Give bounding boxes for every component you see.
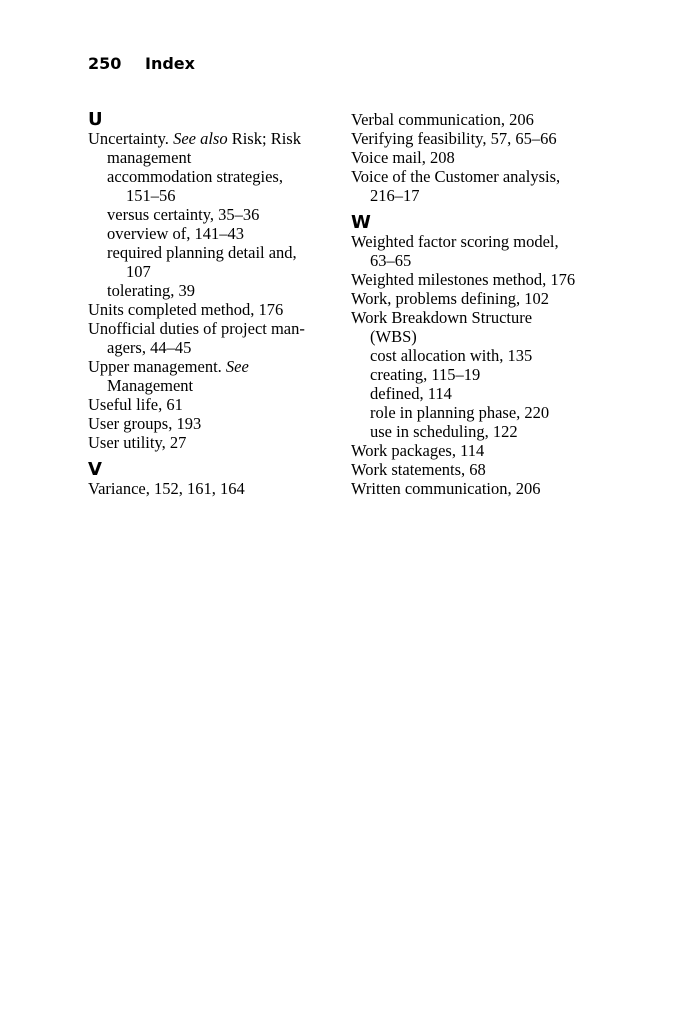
index-entry xyxy=(88,129,338,148)
index-subentry: tolerating, 39 xyxy=(107,281,195,300)
entry-text: Uncertainty. xyxy=(88,129,174,148)
page-number: 250 xyxy=(88,54,122,73)
index-entry: User groups, 193 xyxy=(88,414,202,433)
index-entry: Written communication, 206 xyxy=(351,479,541,498)
index-entry: Weighted milestones method, 176 xyxy=(351,270,576,289)
index-entry-continuation: 63–65 xyxy=(370,251,412,270)
index-entry-continuation: management xyxy=(107,148,192,167)
index-entry: Work statements, 68 xyxy=(351,460,486,479)
index-entry: Verbal communication, 206 xyxy=(351,110,534,129)
index-subentry: versus certainty, 35–36 xyxy=(107,205,260,224)
index-entry: Weighted factor scoring model, xyxy=(351,232,559,251)
index-entry: Unofficial duties of project man- xyxy=(88,319,305,338)
index-entry: User utility, 27 xyxy=(88,433,187,452)
index-subentry: accommodation strategies, xyxy=(107,167,283,186)
index-subentry: cost allocation with, 135 xyxy=(370,346,533,365)
index-entry: Units completed method, 176 xyxy=(88,300,284,319)
index-entry: Verifying feasibility, 57, 65–66 xyxy=(351,129,557,148)
index-subentry: required planning detail and, xyxy=(107,243,297,262)
index-entry: Work Breakdown Structure xyxy=(351,308,533,327)
index-subentry: creating, 115–19 xyxy=(370,365,481,384)
index-entry: Variance, 152, 161, 164 xyxy=(88,479,245,498)
index-subentry: overview of, 141–43 xyxy=(107,224,245,243)
index-entry: Useful life, 61 xyxy=(88,395,183,414)
index-column-right xyxy=(351,110,611,498)
index-entry-continuation: Management xyxy=(107,376,194,395)
index-subentry-continuation: 151–56 xyxy=(126,186,176,205)
index-column-left xyxy=(88,110,338,498)
section-letter-w: W xyxy=(351,212,371,233)
index-entry: Voice of the Customer analysis, xyxy=(351,167,561,186)
index-entry-continuation: 216–17 xyxy=(370,186,420,205)
running-head xyxy=(88,54,195,74)
index-entry: Voice mail, 208 xyxy=(351,148,455,167)
entry-text: Upper management. xyxy=(88,357,226,376)
running-head-title: Index xyxy=(145,54,195,73)
section-letter-u: U xyxy=(88,109,103,130)
index-entry: Work packages, 114 xyxy=(351,441,485,460)
index-entry: Work, problems defining, 102 xyxy=(351,289,550,308)
entry-text: Risk; Risk xyxy=(227,129,301,148)
index-entry xyxy=(88,357,338,376)
see-reference: See xyxy=(225,357,249,376)
index-subentry: role in planning phase, 220 xyxy=(370,403,550,422)
section-letter-v: V xyxy=(88,459,102,480)
index-subentry: use in scheduling, 122 xyxy=(370,422,518,441)
index-entry-continuation: (WBS) xyxy=(370,327,417,346)
index-subentry: defined, 114 xyxy=(370,384,452,403)
index-subentry-continuation: 107 xyxy=(126,262,151,281)
index-entry-continuation: agers, 44–45 xyxy=(107,338,192,357)
see-also-reference: See also xyxy=(173,129,228,148)
